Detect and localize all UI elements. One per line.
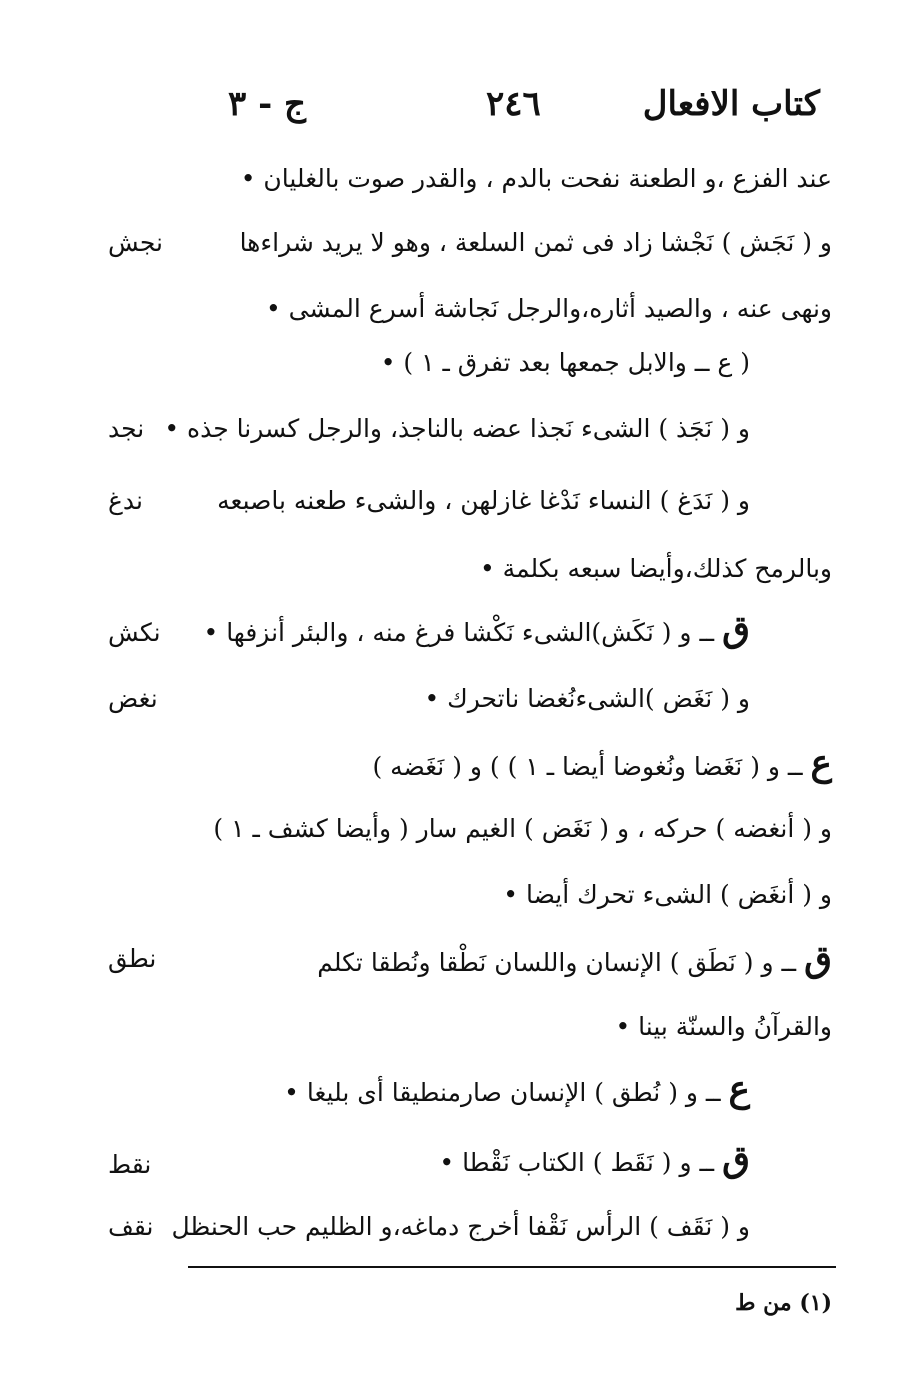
section-marker: ع (810, 742, 832, 784)
line-text: و ( نَجَذ ) الشىء نَجذا عضه بالناجذ، والرجل كسرنا جذه • (164, 414, 750, 443)
text-line (615, 1010, 832, 1044)
text-line (266, 292, 832, 326)
margin-root: نغض (108, 684, 158, 713)
section-marker: ق (722, 1138, 750, 1180)
line-text: و ( نَغَض )الشىءنُغضا ناتحرك • (424, 684, 750, 713)
line-text: ــ و ( نَكَش)الشىء نَكْشا فرغ منه ، والبئر أنزفها • (203, 618, 715, 647)
line-text: وبالرمح كذلك،وأيضا سبعه بكلمة • (479, 554, 832, 583)
text-line (317, 938, 832, 980)
text-line (372, 742, 832, 784)
line-text: و ( نَدَغ ) النساء نَدْغا غازلهن ، والشىء طعنه باصبعه (217, 486, 750, 515)
volume-label: ج - ٣ (228, 84, 306, 124)
text-line (480, 552, 832, 586)
margin-root: نقف (108, 1212, 154, 1241)
margin-root: نقط (108, 1150, 152, 1179)
line-text: عند الفزع ،و الطعنة نفحت بالدم ، والقدر صوت بالغليان • (240, 164, 832, 193)
line-text: و ( أنغَض ) الشىء تحرك أيضا • (503, 880, 832, 909)
line-text: و ( نَجَش ) نَجْشا زاد فى ثمن السلعة ، وهو لا يريد شراءها (239, 228, 832, 257)
margin-root: نطق (108, 944, 157, 973)
line-text: و ( نَقَف ) الرأس نَقْفا أخرج دماغه،و الظليم حب الحنظل (171, 1212, 750, 1241)
margin-root: نجش (108, 228, 163, 257)
text-line (240, 226, 832, 260)
line-text: و ( أنغضه ) حركه ، و ( نَغَض ) الغيم سار ( وأيضا كشف ـ ١ ) (213, 814, 832, 843)
text-line (203, 608, 751, 650)
footnote-divider (188, 1266, 836, 1268)
margin-root: نكش (108, 618, 161, 647)
section-marker: ع (728, 1068, 750, 1110)
margin-root: ندغ (108, 486, 143, 515)
line-text: ــ و ( نَطَق ) الإنسان واللسان نَطْقا ونُطقا تكلم (317, 948, 797, 977)
text-line (217, 484, 750, 518)
line-text: ــ و ( نُطق ) الإنسان صارمنطيقا أى بليغا • (284, 1078, 721, 1107)
line-text: ونهى عنه ، والصيد أثاره،والرجل نَجاشة أسرع المشى • (265, 294, 832, 323)
margin-root: نجد (108, 414, 145, 443)
text-line (213, 812, 832, 846)
text-line (241, 162, 832, 196)
footnote: (١) من ط (735, 1290, 832, 1316)
line-text: والقرآنُ والسنّة بينا • (615, 1012, 832, 1041)
page-number: ٢٤٦ (486, 84, 541, 124)
text-line (164, 412, 750, 446)
text-line (284, 1068, 750, 1110)
text-line (381, 346, 750, 380)
text-line (503, 878, 832, 912)
text-line (424, 682, 750, 716)
line-text: ــ و ( نَقَط ) الكتاب نَقْطا • (439, 1148, 715, 1177)
line-text: ( ع ــ والابل جمعها بعد تفرق ـ ١ ) • (380, 348, 750, 377)
line-text: ــ و ( نَغَضا ونُغوضا أيضا ـ ١ ) ) و ( نَغَضه ) (372, 752, 803, 781)
text-line (439, 1138, 750, 1180)
text-line (171, 1210, 750, 1244)
book-title: كتاب الافعال (642, 84, 820, 124)
section-marker: ق (804, 938, 832, 980)
section-marker: ق (722, 608, 750, 650)
